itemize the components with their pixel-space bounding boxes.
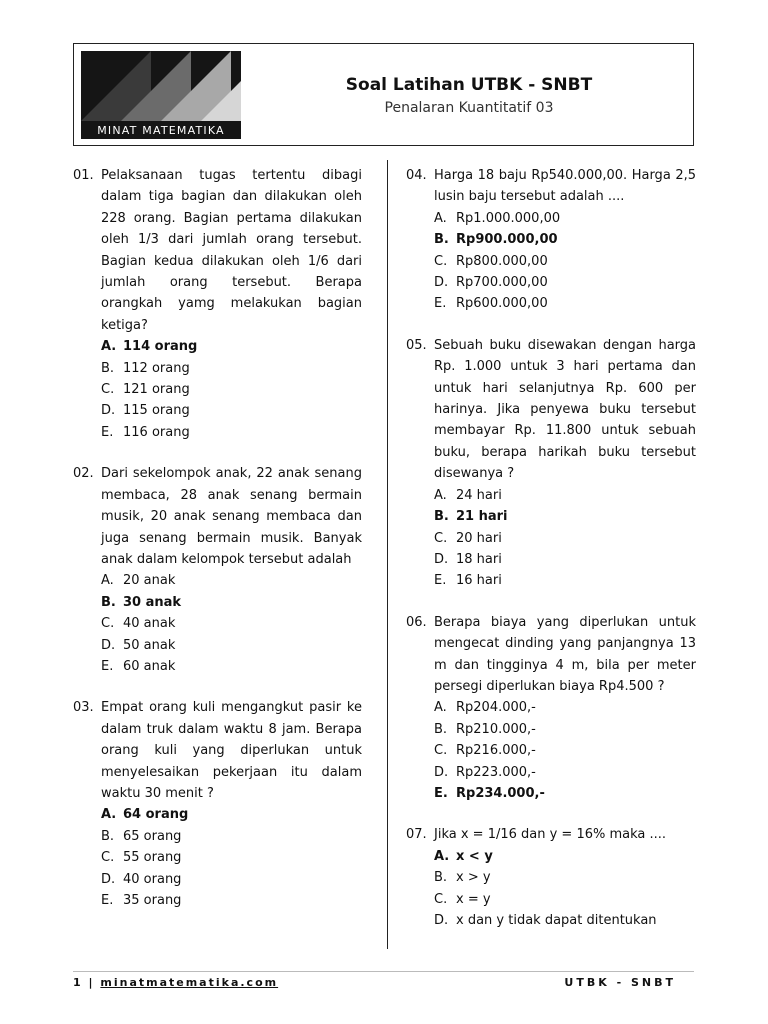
answer-option bbox=[101, 826, 362, 847]
option-text: 116 orang bbox=[123, 424, 190, 440]
option-text: 115 orang bbox=[123, 403, 190, 419]
answer-option bbox=[434, 846, 696, 867]
question-text: Harga 18 baju Rp540.000,00. Harga 2,5 lusin baju tersebut adalah .... bbox=[434, 168, 696, 205]
answer-option bbox=[434, 697, 696, 718]
answer-option bbox=[434, 719, 696, 740]
answer-option bbox=[434, 293, 696, 314]
header-box bbox=[73, 43, 694, 146]
option-text: 30 anak bbox=[123, 594, 182, 610]
answer-option bbox=[101, 400, 362, 421]
answer-option bbox=[101, 358, 362, 379]
option-letter: B. bbox=[434, 870, 448, 886]
option-letter: B. bbox=[101, 828, 115, 844]
option-text: x = y bbox=[456, 891, 491, 907]
option-letter: E. bbox=[434, 296, 447, 312]
answer-option bbox=[101, 379, 362, 400]
option-text: Rp210.000,- bbox=[456, 721, 536, 737]
answer-option bbox=[101, 804, 362, 825]
option-text: Rp1.000.000,00 bbox=[456, 210, 561, 226]
option-letter: A. bbox=[434, 848, 450, 864]
question-7 bbox=[406, 824, 696, 931]
option-text: x < y bbox=[456, 848, 493, 864]
answer-option bbox=[434, 570, 696, 591]
answer-option bbox=[101, 592, 362, 613]
answer-option bbox=[434, 272, 696, 293]
option-letter: E. bbox=[101, 658, 114, 674]
answer-option bbox=[434, 762, 696, 783]
answer-option bbox=[434, 251, 696, 272]
option-letter: A. bbox=[101, 573, 114, 589]
question-text: Dari sekelompok anak, 22 anak senang membaca, 28 anak senang bermain musik, 20 anak senang membaca dan juga senang bermain musik. Banyak anak dalam kelompok tersebut adalah bbox=[101, 466, 362, 567]
option-letter: A. bbox=[434, 487, 447, 503]
question-text: Jika x = 1/16 dan y = 16% maka .... bbox=[434, 827, 667, 843]
question-2 bbox=[73, 463, 362, 677]
answer-option bbox=[101, 847, 362, 868]
answer-option bbox=[434, 506, 696, 527]
answer-option bbox=[434, 229, 696, 250]
question-number: 01. bbox=[73, 168, 94, 183]
question-number: 03. bbox=[73, 700, 94, 716]
option-letter: E. bbox=[434, 785, 448, 801]
option-letter: D. bbox=[434, 275, 449, 291]
option-text: Rp216.000,- bbox=[456, 743, 536, 759]
answer-option bbox=[101, 656, 362, 677]
option-text: 114 orang bbox=[123, 339, 198, 355]
option-text: 55 orang bbox=[123, 850, 182, 866]
option-letter: C. bbox=[434, 743, 448, 759]
option-text: 60 anak bbox=[123, 658, 176, 674]
question-text: Pelaksanaan tugas tertentu dibagi dalam tiga bagian dan dilakukan oleh 228 orang. Bagian pertama dilakukan oleh 1/3 dari jumlah orang tersebut. Bagian kedua dilakukan oleh 1/6 dari jumlah orang tersebut. Berapa orangkah yamg melakukan bagian ketiga? bbox=[101, 168, 362, 333]
answer-option bbox=[434, 485, 696, 506]
option-text: 16 hari bbox=[456, 573, 502, 589]
question-4 bbox=[406, 165, 696, 315]
option-letter: A. bbox=[101, 807, 117, 823]
question-text: Sebuah buku disewakan dengan harga Rp. 1.000 untuk 3 hari pertama dan untuk hari selanjutnya Rp. 600 per harinya. Jika penyewa buku tersebut membayar Rp. 11.800 untuk sebuah buku, berapa harikah buku tersebut disewanya ? bbox=[434, 337, 696, 482]
option-letter: B. bbox=[434, 721, 448, 737]
answer-option bbox=[101, 635, 362, 656]
question-number: 04. bbox=[406, 168, 427, 183]
answer-option bbox=[101, 613, 362, 634]
option-text: Rp234.000,- bbox=[456, 785, 545, 801]
option-letter: A. bbox=[434, 700, 447, 716]
answer-option bbox=[101, 869, 362, 890]
answer-option bbox=[434, 208, 696, 229]
page-number: 1 bbox=[73, 976, 83, 989]
option-letter: E. bbox=[434, 573, 447, 589]
option-text: 40 anak bbox=[123, 616, 176, 632]
option-letter: D. bbox=[434, 764, 449, 780]
option-text: 21 hari bbox=[456, 509, 508, 525]
question-text: Berapa biaya yang diperlukan untuk mengecat dinding yang panjangnya 13 m dan tingginya 4 m, bila per meter persegi diperlukan biaya Rp4.500 ? bbox=[434, 614, 696, 694]
question-number: 07. bbox=[406, 827, 427, 843]
option-letter: B. bbox=[434, 509, 449, 525]
option-letter: A. bbox=[101, 339, 117, 355]
option-letter: D. bbox=[434, 551, 449, 567]
answer-option bbox=[101, 890, 362, 911]
question-text: Empat orang kuli mengangkut pasir ke dalam truk dalam waktu 8 jam. Berapa orang kuli yang diperlukan untuk menyelesaikan pekerjaan itu dalam waktu 30 menit ? bbox=[101, 700, 362, 801]
option-text: Rp800.000,00 bbox=[456, 253, 548, 269]
option-text: 18 hari bbox=[456, 551, 502, 567]
page-title: Soal Latihan UTBK - SNBT bbox=[345, 75, 593, 95]
answer-option bbox=[434, 889, 696, 910]
option-letter: E. bbox=[101, 893, 114, 908]
option-text: 64 orang bbox=[123, 807, 189, 823]
option-text: Rp900.000,00 bbox=[456, 232, 558, 248]
option-letter: C. bbox=[434, 891, 448, 907]
option-text: 20 anak bbox=[123, 573, 176, 589]
option-text: x > y bbox=[456, 870, 491, 886]
option-text: 24 hari bbox=[456, 487, 502, 503]
question-1 bbox=[73, 165, 362, 443]
footer-right: UTBK - SNBT bbox=[564, 976, 676, 989]
option-text: 112 orang bbox=[123, 360, 190, 376]
page-subtitle: Penalaran Kuantitatif 03 bbox=[384, 100, 554, 116]
answer-option bbox=[434, 549, 696, 570]
option-letter: D. bbox=[434, 913, 449, 928]
answer-option bbox=[434, 740, 696, 761]
question-number: 02. bbox=[73, 466, 94, 482]
option-text: 50 anak bbox=[123, 637, 176, 653]
answer-option bbox=[434, 783, 696, 804]
option-text: Rp700.000,00 bbox=[456, 275, 548, 291]
option-letter: D. bbox=[101, 403, 116, 419]
option-text: 121 orang bbox=[123, 382, 190, 398]
answer-option bbox=[101, 422, 362, 443]
question-5 bbox=[406, 335, 696, 592]
answer-option bbox=[434, 867, 696, 888]
column-divider bbox=[387, 160, 388, 949]
question-number: 05. bbox=[406, 337, 427, 353]
option-letter: B. bbox=[101, 594, 116, 610]
option-text: 35 orang bbox=[123, 893, 182, 908]
option-letter: C. bbox=[101, 850, 115, 866]
option-text: Rp223.000,- bbox=[456, 764, 536, 780]
answer-option bbox=[101, 570, 362, 591]
option-text: 65 orang bbox=[123, 828, 182, 844]
option-text: Rp204.000,- bbox=[456, 700, 536, 716]
question-3 bbox=[73, 697, 362, 911]
answer-option bbox=[434, 910, 696, 931]
logo-text: MINAT MATEMATIKA bbox=[97, 124, 225, 137]
option-letter: D. bbox=[101, 871, 116, 887]
option-letter: B. bbox=[101, 360, 115, 376]
option-letter: C. bbox=[101, 382, 115, 398]
answer-option bbox=[101, 336, 362, 357]
option-letter: C. bbox=[434, 253, 448, 269]
option-letter: C. bbox=[101, 616, 115, 632]
option-letter: A. bbox=[434, 210, 447, 226]
question-6 bbox=[406, 612, 696, 805]
right-column bbox=[406, 165, 696, 951]
option-text: x dan y tidak dapat ditentukan bbox=[456, 913, 657, 928]
footer-left bbox=[73, 976, 278, 989]
logo bbox=[81, 51, 241, 139]
site-link[interactable]: minatmatematika.com bbox=[100, 976, 279, 989]
option-text: 20 hari bbox=[456, 530, 502, 546]
footer-separator: | bbox=[88, 976, 95, 989]
option-letter: E. bbox=[101, 424, 114, 440]
option-text: 40 orang bbox=[123, 871, 182, 887]
answer-option bbox=[434, 528, 696, 549]
option-text: Rp600.000,00 bbox=[456, 296, 548, 312]
footer-rule bbox=[73, 971, 694, 972]
option-letter: B. bbox=[434, 232, 449, 248]
option-letter: C. bbox=[434, 530, 448, 546]
left-column bbox=[73, 165, 362, 931]
option-letter: D. bbox=[101, 637, 116, 653]
question-number: 06. bbox=[406, 614, 427, 630]
